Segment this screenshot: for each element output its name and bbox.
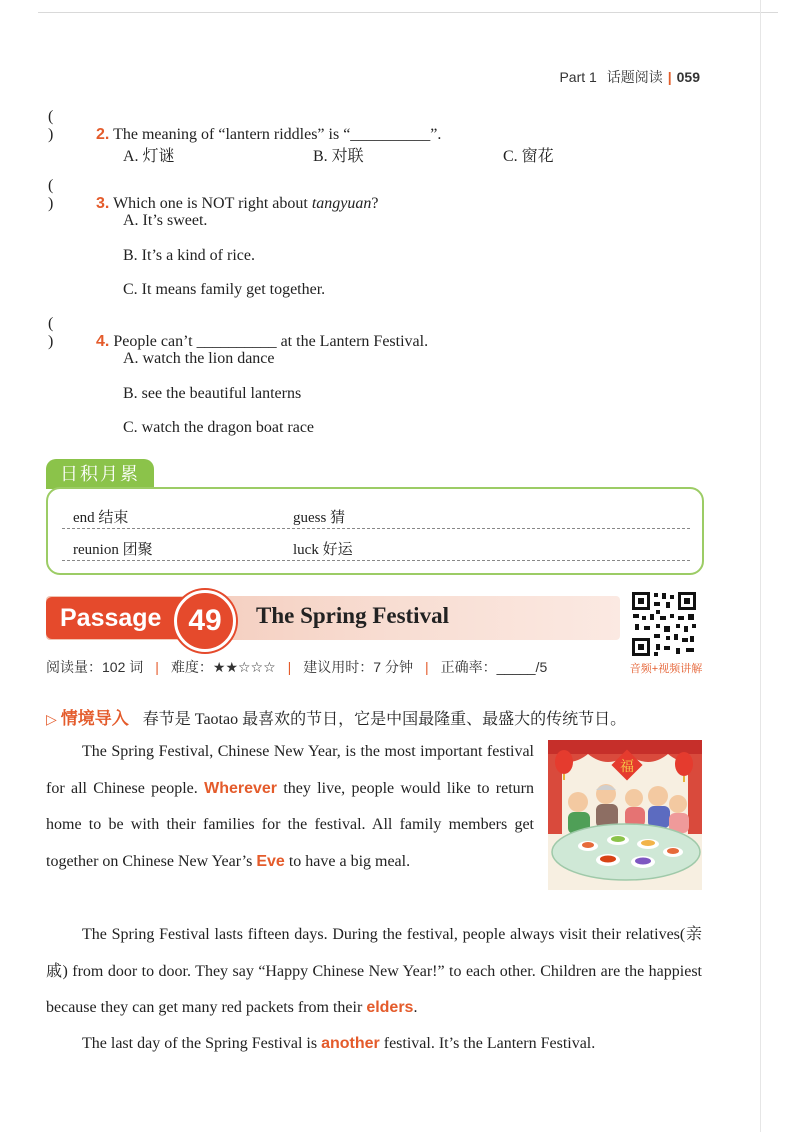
context-intro <box>46 704 626 729</box>
header-section: 话题阅读 <box>606 69 663 85</box>
page-number: 059 <box>676 69 700 85</box>
highlight-word: Eve <box>256 852 285 870</box>
info-divider: | <box>155 659 159 675</box>
option-b[interactable]: B. see the beautiful lanterns <box>123 385 302 402</box>
page-right-edge <box>760 0 761 1132</box>
passage-paragraph-3: The last day of the Spring Festival is another festival. It’s the Lantern Festival. <box>82 1035 596 1052</box>
question-number: 2. <box>96 126 110 143</box>
fu-character: 福 <box>620 759 634 775</box>
option-c[interactable]: C. watch the dragon boat race <box>123 419 315 436</box>
question-text: The meaning of “lantern riddles” is “__________”. <box>113 126 442 143</box>
option-b[interactable]: B. It’s a kind of rice. <box>123 247 255 264</box>
play-triangle-icon: ▷ <box>46 713 57 728</box>
vocab-item: guess 猜 <box>293 510 346 526</box>
reading-info <box>46 657 547 677</box>
question-4 <box>48 315 428 351</box>
qr-code-icon[interactable] <box>630 590 698 658</box>
answer-paren[interactable]: () <box>48 315 54 350</box>
option-c[interactable]: C. It means family get together. <box>123 281 326 298</box>
difficulty-label: 难度： <box>170 659 213 675</box>
question-text: People can’t __________ at the Lantern Festival. <box>113 333 429 350</box>
vocab-box <box>46 487 704 575</box>
difficulty-stars: ★★☆☆☆ <box>212 659 276 675</box>
qr-caption: 音频+视频讲解 <box>629 663 703 675</box>
highlight-word: Wherever <box>204 779 278 797</box>
passage-paragraph-1: The Spring Festival, Chinese New Year, is the most important festival for all Chinese people. Wherever they live, people would like to return home to be with their families for the festival. All family members get together on Chinese New Year’s Eve to have a big meal. <box>46 743 535 870</box>
highlight-word: another <box>321 1035 380 1052</box>
intro-text: 春节是 Taotao 最喜欢的节日，它是中国最隆重、最盛大的传统节日。 <box>142 711 627 728</box>
option-a[interactable]: A. watch the lion dance <box>123 350 275 367</box>
header-divider: | <box>667 69 672 85</box>
vocab-item: reunion 团聚 <box>73 542 153 558</box>
family-dinner-illustration <box>548 740 702 890</box>
question-2 <box>48 108 441 144</box>
option-c[interactable]: C. 窗花 <box>503 148 554 165</box>
highlight-word: elders <box>366 999 414 1017</box>
option-a[interactable]: A. 灯谜 <box>123 148 175 165</box>
passage-title: The Spring Festival <box>256 603 449 628</box>
accuracy: 正确率：_____/5 <box>440 659 548 675</box>
passage-label: Passage <box>46 597 186 639</box>
vocab-box-title: 日积月累 <box>46 459 154 489</box>
answer-paren[interactable]: () <box>48 108 54 143</box>
vocab-divider <box>62 560 690 561</box>
answer-paren[interactable]: () <box>48 177 54 212</box>
page-top-edge <box>38 12 778 13</box>
vocab-item: luck 好运 <box>293 542 353 558</box>
option-b[interactable]: B. 对联 <box>313 148 364 165</box>
question-3 <box>48 177 379 213</box>
info-divider: | <box>424 659 429 675</box>
question-number: 3. <box>96 195 110 212</box>
word-count: 阅读量：102 词 <box>46 659 144 675</box>
passage-paragraph-2: The Spring Festival lasts fifteen days. During the festival, people always visit their relatives(亲戚) from door to door. They say “Happy Chinese New Year!” to each other. Children are the happiest because they can get many red packets from their elders. <box>46 926 703 1017</box>
page-header <box>559 67 700 87</box>
option-a[interactable]: A. It’s sweet. <box>123 212 208 229</box>
info-divider: | <box>287 659 292 675</box>
vocab-divider <box>62 528 690 529</box>
passage-number: 49 <box>174 590 236 652</box>
question-text: Which one is NOT right about tangyuan? <box>113 195 379 212</box>
header-part: Part 1 <box>559 69 597 85</box>
vocab-item: end 结束 <box>73 510 129 526</box>
intro-label: 情境导入 <box>60 709 129 728</box>
suggested-time: 建议用时：7 分钟 <box>303 659 413 675</box>
question-number: 4. <box>96 333 110 350</box>
